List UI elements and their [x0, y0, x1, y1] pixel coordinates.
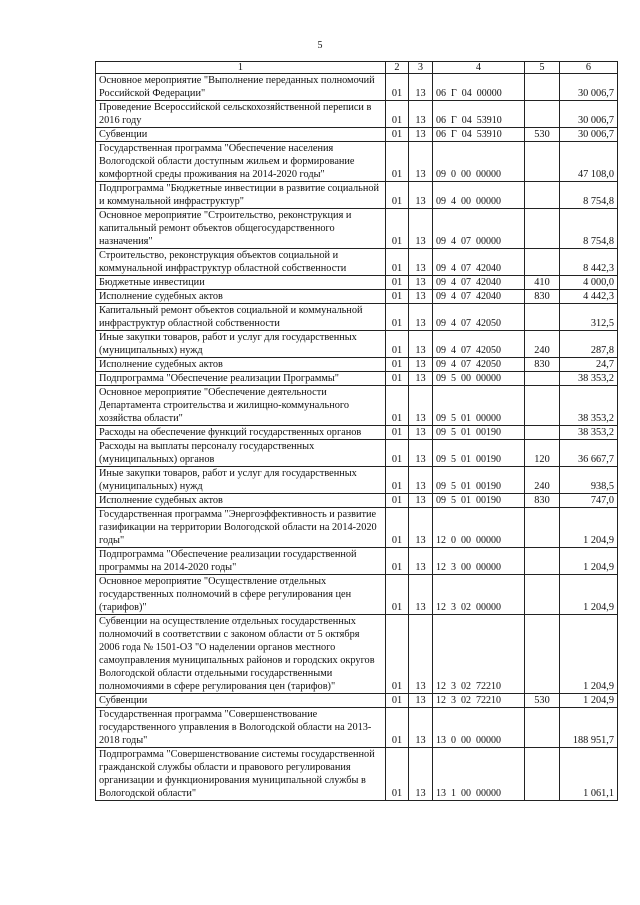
row-c4-cell: 09 5 01 00190 [433, 440, 525, 467]
row-c5-cell [525, 142, 560, 182]
row-name-cell: Исполнение судебных актов [96, 290, 386, 304]
table-row [96, 290, 618, 304]
row-name-cell: Строительство, реконструкция объектов социальной и коммунальной инфраструктур областной собственности [96, 249, 386, 276]
table-row [96, 128, 618, 142]
row-c5-cell [525, 101, 560, 128]
row-c5-cell [525, 74, 560, 101]
budget-table [95, 61, 618, 801]
row-c5-cell: 410 [525, 276, 560, 290]
row-name-cell: Исполнение судебных актов [96, 494, 386, 508]
row-c3-cell: 13 [409, 615, 433, 694]
row-c2-cell: 01 [386, 128, 409, 142]
row-c4-cell: 12 3 02 72210 [433, 615, 525, 694]
row-c6-cell: 47 108,0 [560, 142, 618, 182]
row-c6-cell: 312,5 [560, 304, 618, 331]
row-c4-cell: 09 4 07 42050 [433, 358, 525, 372]
row-c4-cell: 09 5 01 00190 [433, 426, 525, 440]
page-number: 5 [317, 40, 323, 51]
row-c5-cell: 830 [525, 494, 560, 508]
row-c3-cell: 13 [409, 748, 433, 801]
table-row [96, 276, 618, 290]
row-c3-cell: 13 [409, 440, 433, 467]
row-c6-cell: 8 442,3 [560, 249, 618, 276]
table-row [96, 304, 618, 331]
row-c2-cell: 01 [386, 386, 409, 426]
row-c6-cell: 30 006,7 [560, 128, 618, 142]
column-header: 1 [96, 62, 386, 74]
table-row [96, 142, 618, 182]
table-row [96, 694, 618, 708]
row-c2-cell: 01 [386, 694, 409, 708]
row-c5-cell [525, 575, 560, 615]
row-c4-cell: 09 4 00 00000 [433, 182, 525, 209]
row-c6-cell: 8 754,8 [560, 182, 618, 209]
row-c3-cell: 13 [409, 694, 433, 708]
table-row [96, 372, 618, 386]
row-c2-cell: 01 [386, 74, 409, 101]
row-name-cell: Расходы на выплаты персоналу государственных (муниципальных) органов [96, 440, 386, 467]
row-c2-cell: 01 [386, 426, 409, 440]
row-c4-cell: 06 Г 04 00000 [433, 74, 525, 101]
row-c6-cell: 36 667,7 [560, 440, 618, 467]
column-header: 6 [560, 62, 618, 74]
row-c4-cell: 09 4 07 42040 [433, 249, 525, 276]
row-c6-cell: 38 353,2 [560, 372, 618, 386]
row-c4-cell: 09 4 07 42050 [433, 331, 525, 358]
row-name-cell: Проведение Всероссийской сельскохозяйственной переписи в 2016 году [96, 101, 386, 128]
row-c5-cell: 240 [525, 467, 560, 494]
row-c2-cell: 01 [386, 290, 409, 304]
row-c5-cell [525, 708, 560, 748]
row-c3-cell: 13 [409, 128, 433, 142]
table-row [96, 440, 618, 467]
row-c6-cell: 1 204,9 [560, 508, 618, 548]
row-c6-cell: 1 204,9 [560, 548, 618, 575]
table-row [96, 508, 618, 548]
row-c5-cell: 830 [525, 290, 560, 304]
row-c5-cell: 240 [525, 331, 560, 358]
row-c2-cell: 01 [386, 372, 409, 386]
row-name-cell: Бюджетные инвестиции [96, 276, 386, 290]
row-name-cell: Капитальный ремонт объектов социальной и коммунальной инфраструктур областной собственности [96, 304, 386, 331]
table-row [96, 358, 618, 372]
row-c3-cell: 13 [409, 708, 433, 748]
row-c6-cell: 287,8 [560, 331, 618, 358]
table-row [96, 74, 618, 101]
row-c6-cell: 30 006,7 [560, 74, 618, 101]
row-c4-cell: 12 3 02 00000 [433, 575, 525, 615]
row-c2-cell: 01 [386, 467, 409, 494]
row-name-cell: Подпрограмма "Обеспечение реализации государственной программы на 2014-2020 годы" [96, 548, 386, 575]
table-row [96, 615, 618, 694]
row-c4-cell: 12 3 00 00000 [433, 548, 525, 575]
row-c3-cell: 13 [409, 358, 433, 372]
table-row [96, 182, 618, 209]
row-c5-cell [525, 548, 560, 575]
row-name-cell: Субвенции [96, 694, 386, 708]
row-c4-cell: 09 4 07 42050 [433, 304, 525, 331]
row-c2-cell: 01 [386, 440, 409, 467]
table-row [96, 209, 618, 249]
row-c4-cell: 09 0 00 00000 [433, 142, 525, 182]
table-row [96, 386, 618, 426]
row-c2-cell: 01 [386, 615, 409, 694]
row-c4-cell: 06 Г 04 53910 [433, 128, 525, 142]
row-c5-cell [525, 249, 560, 276]
row-c3-cell: 13 [409, 575, 433, 615]
row-c2-cell: 01 [386, 358, 409, 372]
row-c5-cell: 530 [525, 694, 560, 708]
row-name-cell: Государственная программа "Энергоэффективность и развитие газификации на территории Вологодской области на 2014-2020 годы" [96, 508, 386, 548]
row-c5-cell: 830 [525, 358, 560, 372]
row-c3-cell: 13 [409, 290, 433, 304]
row-name-cell: Основное мероприятие "Выполнение переданных полномочий Российской Федерации" [96, 74, 386, 101]
row-c6-cell: 747,0 [560, 494, 618, 508]
row-c2-cell: 01 [386, 209, 409, 249]
row-c5-cell [525, 748, 560, 801]
row-c3-cell: 13 [409, 508, 433, 548]
row-c3-cell: 13 [409, 101, 433, 128]
row-c6-cell: 4 442,3 [560, 290, 618, 304]
column-header: 5 [525, 62, 560, 74]
row-c4-cell: 09 4 07 00000 [433, 209, 525, 249]
row-c3-cell: 13 [409, 331, 433, 358]
column-header: 4 [433, 62, 525, 74]
row-name-cell: Субвенции на осуществление отдельных государственных полномочий в соответствии с законом области от 5 октября 2006 года № 1501-ОЗ "О наделении органов местного самоуправления муниципальных районов и городских округов Вологодской области отдельными государственными полномочиями в сфере регулирования цен (тарифов)" [96, 615, 386, 694]
row-c2-cell: 01 [386, 708, 409, 748]
table-row [96, 426, 618, 440]
table-row [96, 575, 618, 615]
row-c2-cell: 01 [386, 142, 409, 182]
row-c4-cell: 09 5 00 00000 [433, 372, 525, 386]
table-row [96, 331, 618, 358]
row-c4-cell: 13 0 00 00000 [433, 708, 525, 748]
row-c2-cell: 01 [386, 249, 409, 276]
row-c3-cell: 13 [409, 276, 433, 290]
row-c3-cell: 13 [409, 304, 433, 331]
row-c4-cell: 13 1 00 00000 [433, 748, 525, 801]
row-c2-cell: 01 [386, 331, 409, 358]
column-header: 3 [409, 62, 433, 74]
row-c2-cell: 01 [386, 182, 409, 209]
row-c2-cell: 01 [386, 494, 409, 508]
row-c4-cell: 06 Г 04 53910 [433, 101, 525, 128]
row-c2-cell: 01 [386, 748, 409, 801]
row-c3-cell: 13 [409, 548, 433, 575]
row-c6-cell: 4 000,0 [560, 276, 618, 290]
row-c6-cell: 1 204,9 [560, 615, 618, 694]
row-c6-cell: 1 204,9 [560, 575, 618, 615]
table-row [96, 548, 618, 575]
row-c4-cell: 09 4 07 42040 [433, 290, 525, 304]
row-c2-cell: 01 [386, 276, 409, 290]
table-row [96, 467, 618, 494]
row-name-cell: Основное мероприятие "Обеспечение деятельности Департамента строительства и жилищно-коммунального хозяйства области" [96, 386, 386, 426]
row-c4-cell: 09 5 01 00000 [433, 386, 525, 426]
row-name-cell: Исполнение судебных актов [96, 358, 386, 372]
row-c6-cell: 938,5 [560, 467, 618, 494]
row-c3-cell: 13 [409, 249, 433, 276]
row-c2-cell: 01 [386, 575, 409, 615]
row-c2-cell: 01 [386, 548, 409, 575]
row-name-cell: Государственная программа "Совершенствование государственного управления в Вологодской области на 2013-2018 годы" [96, 708, 386, 748]
row-c5-cell [525, 615, 560, 694]
row-c6-cell: 30 006,7 [560, 101, 618, 128]
row-c4-cell: 09 5 01 00190 [433, 494, 525, 508]
row-c6-cell: 188 951,7 [560, 708, 618, 748]
row-c3-cell: 13 [409, 372, 433, 386]
row-name-cell: Иные закупки товаров, работ и услуг для государственных (муниципальных) нужд [96, 331, 386, 358]
row-c3-cell: 13 [409, 426, 433, 440]
row-c3-cell: 13 [409, 209, 433, 249]
row-c5-cell [525, 426, 560, 440]
row-name-cell: Государственная программа "Обеспечение населения Вологодской области доступным жильем и формирование комфортной среды проживания на 2014-2020 годы" [96, 142, 386, 182]
row-c5-cell [525, 508, 560, 548]
row-name-cell: Подпрограмма "Совершенствование системы государственной гражданской службы области и правового регулирования организации и функционирования муниципальной службы в Вологодской области" [96, 748, 386, 801]
row-c5-cell: 530 [525, 128, 560, 142]
row-c2-cell: 01 [386, 304, 409, 331]
row-c6-cell: 1 061,1 [560, 748, 618, 801]
row-c6-cell: 38 353,2 [560, 386, 618, 426]
row-c3-cell: 13 [409, 182, 433, 209]
table-row [96, 748, 618, 801]
row-c3-cell: 13 [409, 142, 433, 182]
row-c3-cell: 13 [409, 494, 433, 508]
row-name-cell: Подпрограмма "Обеспечение реализации Программы" [96, 372, 386, 386]
row-c6-cell: 38 353,2 [560, 426, 618, 440]
row-name-cell: Иные закупки товаров, работ и услуг для государственных (муниципальных) нужд [96, 467, 386, 494]
row-name-cell: Основное мероприятие "Строительство, реконструкция и капитальный ремонт объектов общегосударственного назначения" [96, 209, 386, 249]
column-header: 2 [386, 62, 409, 74]
row-c2-cell: 01 [386, 101, 409, 128]
table-row [96, 101, 618, 128]
row-c5-cell [525, 372, 560, 386]
table-row [96, 708, 618, 748]
row-c5-cell [525, 386, 560, 426]
row-c6-cell: 8 754,8 [560, 209, 618, 249]
row-name-cell: Субвенции [96, 128, 386, 142]
row-name-cell: Расходы на обеспечение функций государственных органов [96, 426, 386, 440]
row-c3-cell: 13 [409, 74, 433, 101]
row-c2-cell: 01 [386, 508, 409, 548]
row-c3-cell: 13 [409, 386, 433, 426]
row-c4-cell: 09 5 01 00190 [433, 467, 525, 494]
row-c6-cell: 24,7 [560, 358, 618, 372]
row-c6-cell: 1 204,9 [560, 694, 618, 708]
row-c5-cell [525, 182, 560, 209]
row-c4-cell: 09 4 07 42040 [433, 276, 525, 290]
row-c4-cell: 12 0 00 00000 [433, 508, 525, 548]
table-header-row [96, 62, 618, 74]
row-c5-cell: 120 [525, 440, 560, 467]
row-c3-cell: 13 [409, 467, 433, 494]
table-row [96, 249, 618, 276]
row-c5-cell [525, 209, 560, 249]
table-row [96, 494, 618, 508]
row-c4-cell: 12 3 02 72210 [433, 694, 525, 708]
row-c5-cell [525, 304, 560, 331]
row-name-cell: Основное мероприятие "Осуществление отдельных государственных полномочий в сфере регулирования цен (тарифов)" [96, 575, 386, 615]
row-name-cell: Подпрограмма "Бюджетные инвестиции в развитие социальной и коммунальной инфраструктур" [96, 182, 386, 209]
